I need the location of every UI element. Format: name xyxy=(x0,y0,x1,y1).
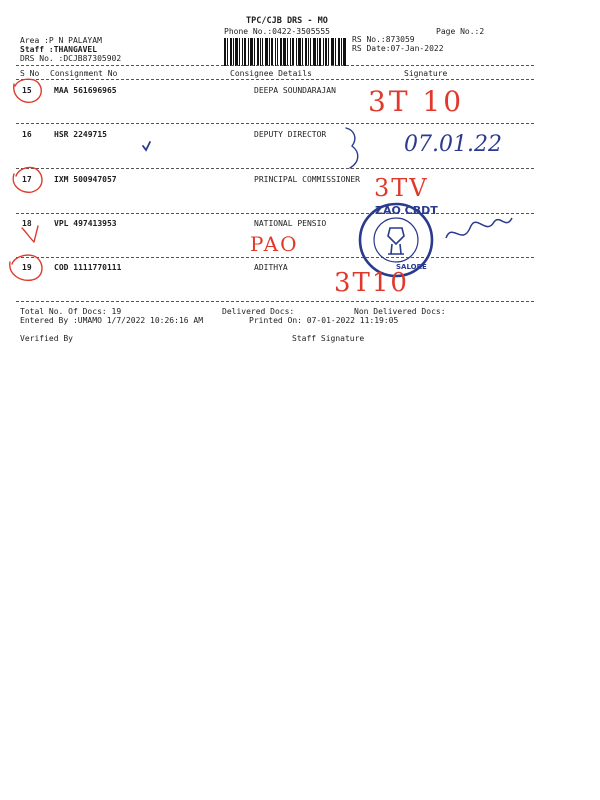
col-header-s-no: S No xyxy=(20,69,40,78)
bracket-mark-row-16 xyxy=(346,128,358,168)
row-s-no: 19 xyxy=(22,263,32,272)
non-delivered-docs: Non Delivered Docs: xyxy=(354,307,446,316)
row-divider xyxy=(16,213,534,214)
row-s-no: 15 xyxy=(22,86,32,95)
delivered-docs: Delivered Docs: xyxy=(222,307,295,316)
barcode-image xyxy=(224,38,346,66)
total-docs: Total No. Of Docs: 19 xyxy=(20,307,122,316)
area-label: Area :P N PALAYAM xyxy=(20,36,102,45)
signature-scribble xyxy=(446,218,512,238)
verified-by: Verified By xyxy=(20,334,73,343)
row-s-no: 18 xyxy=(22,219,32,228)
row-consignment-no: IXM 500947057 xyxy=(54,175,117,184)
header-divider-bottom xyxy=(16,79,534,80)
drs-number: DRS No. :DCJB87305902 xyxy=(20,54,122,63)
handwriting-row-19: 3T10 xyxy=(334,268,409,298)
rs-date: RS Date:07-Jan-2022 xyxy=(352,44,444,53)
row-consignment-no: MAA 561696965 xyxy=(54,86,117,95)
row-s-no: 17 xyxy=(22,175,32,184)
page-number: Page No.:2 xyxy=(436,27,485,36)
col-header-signature: Signature xyxy=(404,69,448,78)
phone-number: Phone No.:0422-3505555 xyxy=(224,27,330,36)
row-divider xyxy=(16,123,534,124)
seal-bottom-text: SALORE xyxy=(396,263,427,271)
header-divider-top xyxy=(16,65,534,66)
seal-top-text: ZAO CBDT xyxy=(375,204,438,217)
handwriting-row-16: 07.01.22 xyxy=(404,132,502,157)
staff-label: Staff :THANGAVEL xyxy=(20,45,98,54)
document-title: TPC/CJB DRS - MO xyxy=(246,16,328,26)
row-consignee: NATIONAL PENSIO xyxy=(254,219,327,228)
row-divider xyxy=(16,168,534,169)
footer-divider xyxy=(16,301,534,302)
handwriting-row-15: 3T 10 xyxy=(368,85,465,118)
rs-number: RS No.:873059 xyxy=(352,35,415,44)
col-header-consignee: Consignee Details xyxy=(230,69,312,78)
handwriting-row-18: PAO xyxy=(250,232,299,256)
row-consignment-no: HSR 2249715 xyxy=(54,130,107,139)
entered-by: Entered By :UMAMO 1/7/2022 10:26:16 AM xyxy=(20,316,204,325)
row-consignee: PRINCIPAL COMMISSIONER xyxy=(254,175,360,184)
row-s-no: 16 xyxy=(22,130,32,139)
staff-signature-label: Staff Signature xyxy=(292,334,365,343)
row-consignee: ADITHYA xyxy=(254,263,288,272)
row-consignee: DEPUTY DIRECTOR xyxy=(254,130,327,139)
col-header-consignment: Consignment No xyxy=(50,69,118,78)
printed-on: Printed On: 07-01-2022 11:19:05 xyxy=(249,316,399,325)
row-consignment-no: COD 1111770111 xyxy=(54,263,122,272)
row-divider xyxy=(16,257,534,258)
row-consignee: DEEPA SOUNDARAJAN xyxy=(254,86,336,95)
row-consignment-no: VPL 497413953 xyxy=(54,219,117,228)
check-mark-row-16 xyxy=(143,142,150,150)
handwriting-row-17: 3TV xyxy=(374,174,429,202)
